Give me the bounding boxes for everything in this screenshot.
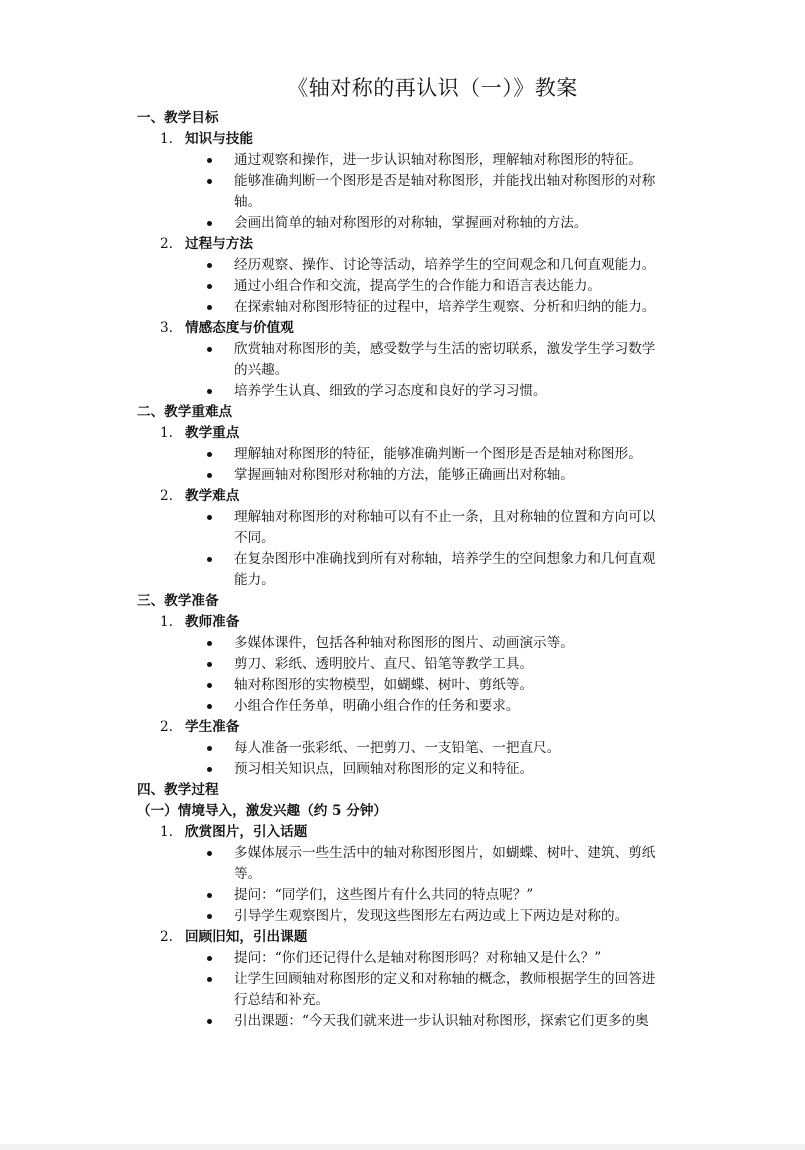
- bullet-item: 会画出简单的轴对称图形的对称轴，掌握画对称轴的方法。: [234, 213, 666, 234]
- bullet-list: [0, 507, 805, 591]
- item-label: 教学重点: [185, 425, 240, 441]
- bullet-item: 理解轴对称图形的对称轴可以有不止一条，且对称轴的位置和方向可以不同。: [234, 507, 666, 549]
- bullet-item: 在探索轴对称图形特征的过程中，培养学生观察、分析和归纳的能力。: [234, 297, 666, 318]
- bullet-item: 引出课题：“今天我们就来进一步认识轴对称图形，探索它们更多的奥: [234, 1011, 666, 1032]
- numbered-item: [160, 927, 805, 948]
- item-label: 学生准备: [185, 719, 240, 735]
- bullet-item: 通过观察和操作，进一步认识轴对称图形，理解轴对称图形的特征。: [234, 150, 666, 171]
- page-bottom-edge: [0, 1144, 805, 1150]
- bullet-item: 轴对称图形的实物模型，如蝴蝶、树叶、剪纸等。: [234, 675, 666, 696]
- bullet-list: [0, 843, 805, 927]
- section-heading: 二、教学重难点: [137, 404, 233, 420]
- bullet-item: 每人准备一张彩纸、一把剪刀、一支铅笔、一把直尺。: [234, 738, 666, 759]
- bullet-list: [0, 150, 805, 234]
- bullet-item: 培养学生认真、细致的学习态度和良好的学习习惯。: [234, 381, 666, 402]
- bullet-item: 让学生回顾轴对称图形的定义和对称轴的概念，教师根据学生的回答进行总结和补充。: [234, 969, 666, 1011]
- item-label: 回顾旧知，引出课题: [185, 929, 308, 945]
- item-label: 教师准备: [185, 614, 240, 630]
- item-label: 过程与方法: [185, 236, 253, 252]
- document-body: [0, 108, 805, 1032]
- item-number: 2.: [160, 488, 173, 504]
- item-number: 1.: [160, 131, 173, 147]
- bullet-item: 经历观察、操作、讨论等活动，培养学生的空间观念和几何直观能力。: [234, 255, 666, 276]
- bullet-item: 能够准确判断一个图形是否是轴对称图形，并能找出轴对称图形的对称轴。: [234, 171, 666, 213]
- bullet-item: 小组合作任务单，明确小组合作的任务和要求。: [234, 696, 666, 717]
- numbered-item: [160, 234, 805, 255]
- bullet-item: 在复杂图形中准确找到所有对称轴，培养学生的空间想象力和几何直观能力。: [234, 549, 666, 591]
- item-number: 3.: [160, 320, 173, 336]
- numbered-item: [160, 486, 805, 507]
- item-label: 欣赏图片，引入话题: [185, 824, 308, 840]
- bullet-list: [0, 255, 805, 318]
- bullet-item: 预习相关知识点，回顾轴对称图形的定义和特征。: [234, 759, 666, 780]
- numbered-item: [160, 822, 805, 843]
- bullet-list: [0, 444, 805, 486]
- bullet-list: [0, 633, 805, 717]
- section-heading: 四、教学过程: [137, 782, 219, 798]
- item-number: 2.: [160, 719, 173, 735]
- section-heading: 一、教学目标: [137, 110, 219, 126]
- document-title: 《轴对称的再认识（一）》教案: [287, 76, 578, 100]
- item-label: 情感态度与价值观: [185, 320, 294, 336]
- bullet-list: [0, 339, 805, 402]
- bullet-item: 通过小组合作和交流，提高学生的合作能力和语言表达能力。: [234, 276, 666, 297]
- bullet-item: 理解轴对称图形的特征，能够准确判断一个图形是否是轴对称图形。: [234, 444, 666, 465]
- item-number: 1.: [160, 824, 173, 840]
- bullet-item: 掌握画轴对称图形对称轴的方法，能够正确画出对称轴。: [234, 465, 666, 486]
- numbered-item: [160, 423, 805, 444]
- bullet-list: [0, 948, 805, 1032]
- subsection-heading: （一）情境导入，激发兴趣（约 5 分钟）: [137, 803, 388, 819]
- numbered-item: [160, 612, 805, 633]
- bullet-item: 提问：“同学们，这些图片有什么共同的特点呢？”: [234, 885, 666, 906]
- section-heading: 三、教学准备: [137, 593, 219, 609]
- item-label: 教学难点: [185, 488, 240, 504]
- item-label: 知识与技能: [185, 131, 253, 147]
- item-number: 2.: [160, 929, 173, 945]
- bullet-item: 剪刀、彩纸、透明胶片、直尺、铅笔等教学工具。: [234, 654, 666, 675]
- bullet-list: [0, 738, 805, 780]
- bullet-item: 欣赏轴对称图形的美，感受数学与生活的密切联系，激发学生学习数学的兴趣。: [234, 339, 666, 381]
- numbered-item: [160, 717, 805, 738]
- bullet-item: 多媒体课件，包括各种轴对称图形的图片、动画演示等。: [234, 633, 666, 654]
- bullet-item: 多媒体展示一些生活中的轴对称图形图片，如蝴蝶、树叶、建筑、剪纸等。: [234, 843, 666, 885]
- bullet-item: 提问：“你们还记得什么是轴对称图形吗？对称轴又是什么？”: [234, 948, 666, 969]
- item-number: 2.: [160, 236, 173, 252]
- bullet-item: 引导学生观察图片，发现这些图形左右两边或上下两边是对称的。: [234, 906, 666, 927]
- item-number: 1.: [160, 614, 173, 630]
- item-number: 1.: [160, 425, 173, 441]
- numbered-item: [160, 129, 805, 150]
- numbered-item: [160, 318, 805, 339]
